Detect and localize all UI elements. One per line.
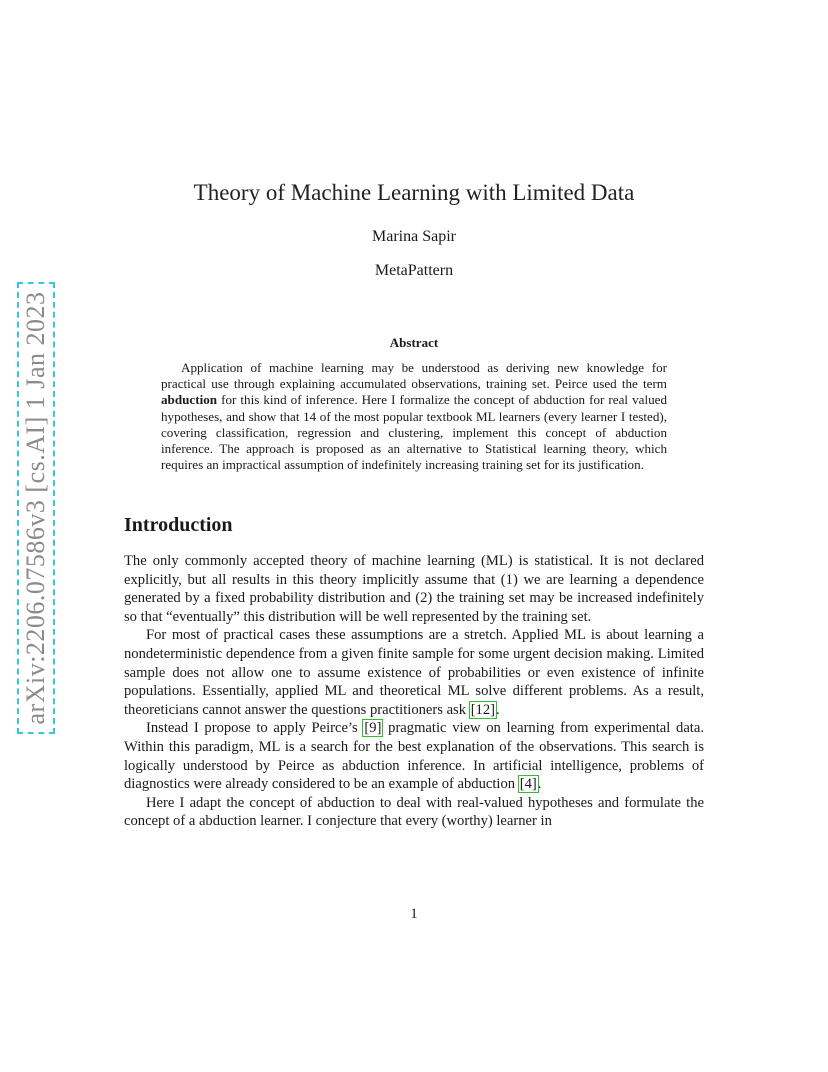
introduction-body (124, 552, 704, 831)
author-name: Marina Sapir (372, 228, 456, 245)
author-affiliation: MetaPattern (374, 262, 454, 279)
paper-title: Theory of Machine Learning with Limited Data (193, 180, 635, 205)
abstract-bold-term: abduction (161, 392, 218, 408)
abstract-body (161, 360, 667, 473)
abstract-heading: Abstract (389, 335, 439, 350)
paragraph-2-end: . (496, 701, 500, 718)
paragraph-4: Here I adapt the concept of abduction to deal with real-valued hypotheses and formulate the concept of a abduction learner. I conjecture that every (worthy) learner in (124, 794, 704, 830)
citation-link-4[interactable]: [4] (519, 776, 537, 793)
abstract-text-2: for this kind of inference. Here I formalize the concept of abduction for real valued hypotheses, and show that 14 of the most popular textbook ML learners (every learner I tested), covering classification, regression and clustering, implement this concept of abduction inference. The approach is proposed as an alternative to Statistical learning theory, which requires an impractical assumption of indefinitely increasing training set for its justification. (161, 392, 667, 473)
paragraph-3-text-a: Instead I propose to apply Peirce’s (146, 720, 364, 737)
citation-link-12[interactable]: [12] (470, 701, 496, 718)
paragraph-2-text: For most of practical cases these assumptions are a stretch. Applied ML is about learning a nondeterministic dependence from a given finite sample for some urgent decision making. Limited sample does not allow one to assume existence of probabilities or even existence of infinite populations. Essentially, applied ML and theoretical ML solve different problems. As a result, theoreticians cannot answer the questions practitioners ask (124, 627, 704, 718)
page-number: 1 (410, 906, 418, 922)
paragraph-3 (124, 719, 704, 793)
section-heading-introduction: Introduction (124, 514, 233, 536)
arxiv-stamp: arXiv:2206.07586v3 [cs.AI] 1 Jan 2023 (21, 291, 50, 725)
paragraph-3-text-b: pragmatic view on learning from experimental data. Within this paradigm, ML is a search for the best explanation of the observations. This search is logically understood by Peirce as abduction inference. In artificial intelligence, problems of diagnostics were already considered to be an example of abduction (124, 720, 704, 793)
paragraph-1: The only commonly accepted theory of machine learning (ML) is statistical. It is not declared explicitly, but all results in this theory implicitly assume that (1) we are learning a dependence generated by a fixed probability distribution and (2) the training set may be increased indefinitely so that “eventually” this distribution will be well represented by the training set. (124, 553, 704, 625)
abstract-text-1: Application of machine learning may be understood as deriving new knowledge for practical use through explaining accumulated observations, training set. Peirce used the term (161, 360, 667, 392)
paragraph-3-end: . (537, 776, 542, 793)
citation-link-9[interactable]: [9] (364, 720, 382, 737)
paragraph-2 (124, 626, 704, 719)
